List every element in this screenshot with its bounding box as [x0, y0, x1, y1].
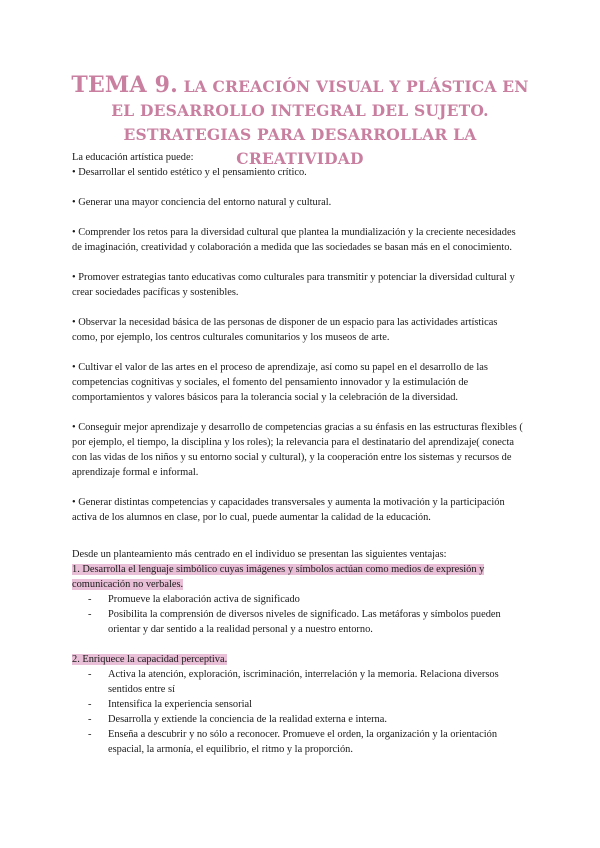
bullet-item: • Desarrollar el sentido estético y el pensamiento crítico. — [72, 167, 307, 178]
bullet-item: • Generar distintas competencias y capacidades transversales y aumenta la motivación y la participación activa de los alumnos en clase, por lo cual, puede aumentar la calidad de la educación. — [72, 497, 505, 523]
bullet-item: • Conseguir mejor aprendizaje y desarrollo de competencias gracias a su énfasis en las estructuras flexibles ( por ejemplo, el tiempo, la disciplina y los roles); la relevancia para el destinatario del aprendizaje( conecta con las vidas de los niños y su entorno social y cultural), y la cooperación entre los sistemas y recursos de aprendizaje formal e informal. — [72, 422, 523, 478]
section-1-heading-text: 1. Desarrolla el lenguaje simbólico cuyas imágenes y símbolos actúan como medios de expresión y comunicación no verbales. — [72, 564, 485, 590]
bullet-item: • Comprender los retos para la diversidad cultural que plantea la mundialización y la creciente necesidades de imaginación, creatividad y colaboración a medida que las sociedades se basan más en el conocimiento. — [72, 227, 516, 253]
intro-text: La educación artística puede: — [72, 152, 194, 163]
title-rest: LA CREACIÓN VISUAL Y PLÁSTICA EN EL DESARROLLO INTEGRAL DEL SUJETO. ESTRATEGIAS PARA DESARROLLAR LA CREATIVIDAD — [111, 77, 529, 168]
bullet-item: • Observar la necesidad básica de las personas de disponer de un espacio para las actividades artísticas como, por ejemplo, los centros culturales comunitarios y los museos de arte. — [72, 317, 498, 343]
section-1-item: - Posibilita la comprensión de diversos niveles de significado. Las metáforas y símbolos pueden orientar y dar sentido a la realidad personal y a nuestro entorno. — [72, 607, 524, 637]
section-1-item: - Promueve la elaboración activa de significado — [72, 592, 524, 607]
section-2-heading — [72, 652, 524, 667]
section-2-item: - Intensifica la experiencia sensorial — [72, 697, 524, 712]
bullet-item: • Generar una mayor conciencia del entorno natural y cultural. — [72, 197, 332, 208]
bullet-item: • Promover estrategias tanto educativas como culturales para transmitir y potenciar la diversidad cultural y crear sociedades pacíficas y sostenibles. — [72, 272, 515, 298]
section-2-heading-text: 2. Enriquece la capacidad perceptiva. — [72, 654, 228, 665]
section-2-item: - Desarrolla y extiende la conciencia de la realidad externa e interna. — [72, 712, 524, 727]
section-1-heading — [72, 562, 524, 592]
section-2-item: - Enseña a descubrir y no sólo a reconocer. Promueve el orden, la organización y la orientación espacial, la armonía, el equilibrio, el ritmo y la proporción. — [72, 727, 524, 757]
advantages-intro: Desde un planteamiento más centrado en el individuo se presentan las siguientes ventajas: — [72, 549, 447, 560]
bullet-item: • Cultivar el valor de las artes en el proceso de aprendizaje, así como su papel en el desarrollo de las competencias cognitivas y sociales, el fomento del pensamiento innovador y la estimulación de comportamientos y valores básicos para la tolerancia social y la celebración de la diversidad. — [72, 362, 488, 403]
title-lead: TEMA 9. — [71, 72, 178, 98]
document-body — [72, 150, 524, 757]
section-2-item: - Activa la atención, exploración, iscriminación, interrelación y la memoria. Relaciona diversos sentidos entre sí — [72, 667, 524, 697]
